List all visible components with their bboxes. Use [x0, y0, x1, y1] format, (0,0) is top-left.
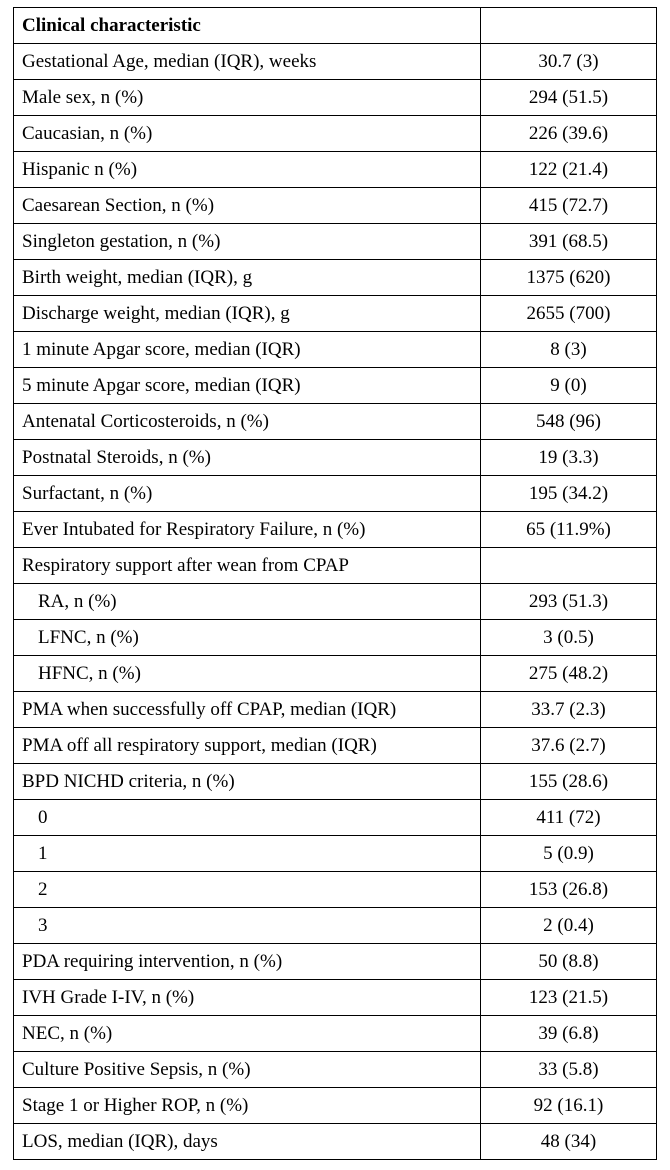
- characteristic-value: 411 (72): [481, 800, 657, 836]
- characteristic-value: 48 (34): [481, 1124, 657, 1160]
- table-row: [14, 44, 657, 80]
- table-row: [14, 800, 657, 836]
- table-row: [14, 980, 657, 1016]
- characteristic-label: Antenatal Corticosteroids, n (%): [14, 404, 481, 440]
- characteristic-value: 65 (11.9%): [481, 512, 657, 548]
- characteristic-value: [481, 548, 657, 584]
- characteristic-label: Discharge weight, median (IQR), g: [14, 296, 481, 332]
- table-row: [14, 1052, 657, 1088]
- characteristic-value: 39 (6.8): [481, 1016, 657, 1052]
- clinical-characteristics-table: [13, 7, 657, 1160]
- characteristic-label: Hispanic n (%): [14, 152, 481, 188]
- characteristic-label: NEC, n (%): [14, 1016, 481, 1052]
- table-row: [14, 332, 657, 368]
- characteristic-value: 37.6 (2.7): [481, 728, 657, 764]
- table-row: [14, 296, 657, 332]
- characteristic-label: Male sex, n (%): [14, 80, 481, 116]
- characteristic-label: Culture Positive Sepsis, n (%): [14, 1052, 481, 1088]
- characteristic-label: 2: [14, 872, 481, 908]
- characteristic-label: Gestational Age, median (IQR), weeks: [14, 44, 481, 80]
- table-row: [14, 80, 657, 116]
- table-row: [14, 656, 657, 692]
- characteristic-value: 123 (21.5): [481, 980, 657, 1016]
- table-row: [14, 872, 657, 908]
- characteristic-label: HFNC, n (%): [14, 656, 481, 692]
- table-row: [14, 620, 657, 656]
- table-row: [14, 836, 657, 872]
- table-body: [14, 8, 657, 1160]
- table-row: [14, 260, 657, 296]
- characteristic-label: Postnatal Steroids, n (%): [14, 440, 481, 476]
- table-row: [14, 512, 657, 548]
- characteristic-label: 1 minute Apgar score, median (IQR): [14, 332, 481, 368]
- table-row: [14, 908, 657, 944]
- characteristic-value: 50 (8.8): [481, 944, 657, 980]
- characteristic-label: Respiratory support after wean from CPAP: [14, 548, 481, 584]
- characteristic-label: PMA off all respiratory support, median (IQR): [14, 728, 481, 764]
- characteristic-value: 5 (0.9): [481, 836, 657, 872]
- characteristic-value: 2655 (700): [481, 296, 657, 332]
- characteristic-value: 275 (48.2): [481, 656, 657, 692]
- characteristic-value: 19 (3.3): [481, 440, 657, 476]
- characteristic-value: 294 (51.5): [481, 80, 657, 116]
- table-row: [14, 1124, 657, 1160]
- characteristic-value: 155 (28.6): [481, 764, 657, 800]
- characteristic-label: LOS, median (IQR), days: [14, 1124, 481, 1160]
- characteristic-value: 548 (96): [481, 404, 657, 440]
- characteristic-label: RA, n (%): [14, 584, 481, 620]
- table-row: [14, 764, 657, 800]
- table-row: [14, 1088, 657, 1124]
- characteristic-label: Singleton gestation, n (%): [14, 224, 481, 260]
- table-row: [14, 152, 657, 188]
- table-row: [14, 224, 657, 260]
- characteristic-value: 415 (72.7): [481, 188, 657, 224]
- characteristic-label: Caesarean Section, n (%): [14, 188, 481, 224]
- characteristic-label: 3: [14, 908, 481, 944]
- characteristic-label: 5 minute Apgar score, median (IQR): [14, 368, 481, 404]
- characteristic-label: Stage 1 or Higher ROP, n (%): [14, 1088, 481, 1124]
- characteristic-label: Ever Intubated for Respiratory Failure, n (%): [14, 512, 481, 548]
- characteristic-value: 92 (16.1): [481, 1088, 657, 1124]
- characteristic-value: 122 (21.4): [481, 152, 657, 188]
- table-row: [14, 404, 657, 440]
- table-row: [14, 944, 657, 980]
- characteristic-label: 1: [14, 836, 481, 872]
- characteristic-value: 33 (5.8): [481, 1052, 657, 1088]
- characteristic-value: 293 (51.3): [481, 584, 657, 620]
- header-value: [481, 8, 657, 44]
- characteristic-value: 9 (0): [481, 368, 657, 404]
- table-row: [14, 476, 657, 512]
- table-row: [14, 440, 657, 476]
- characteristic-label: BPD NICHD criteria, n (%): [14, 764, 481, 800]
- characteristic-value: 1375 (620): [481, 260, 657, 296]
- characteristic-label: Birth weight, median (IQR), g: [14, 260, 481, 296]
- characteristic-label: PMA when successfully off CPAP, median (IQR): [14, 692, 481, 728]
- characteristic-label: PDA requiring intervention, n (%): [14, 944, 481, 980]
- header-label: Clinical characteristic: [14, 8, 481, 44]
- characteristic-value: 153 (26.8): [481, 872, 657, 908]
- characteristic-value: 30.7 (3): [481, 44, 657, 80]
- characteristic-label: 0: [14, 800, 481, 836]
- header-row: [14, 8, 657, 44]
- table-row: [14, 116, 657, 152]
- characteristic-value: 8 (3): [481, 332, 657, 368]
- characteristic-value: 226 (39.6): [481, 116, 657, 152]
- characteristic-label: Caucasian, n (%): [14, 116, 481, 152]
- characteristic-label: LFNC, n (%): [14, 620, 481, 656]
- characteristic-label: Surfactant, n (%): [14, 476, 481, 512]
- characteristic-value: 33.7 (2.3): [481, 692, 657, 728]
- table-row: [14, 368, 657, 404]
- characteristic-value: 3 (0.5): [481, 620, 657, 656]
- table-row: [14, 728, 657, 764]
- characteristic-value: 391 (68.5): [481, 224, 657, 260]
- characteristic-label: IVH Grade I-IV, n (%): [14, 980, 481, 1016]
- characteristic-value: 195 (34.2): [481, 476, 657, 512]
- table-row: [14, 188, 657, 224]
- table-row: [14, 548, 657, 584]
- characteristic-value: 2 (0.4): [481, 908, 657, 944]
- table-row: [14, 692, 657, 728]
- table-row: [14, 1016, 657, 1052]
- table-row: [14, 584, 657, 620]
